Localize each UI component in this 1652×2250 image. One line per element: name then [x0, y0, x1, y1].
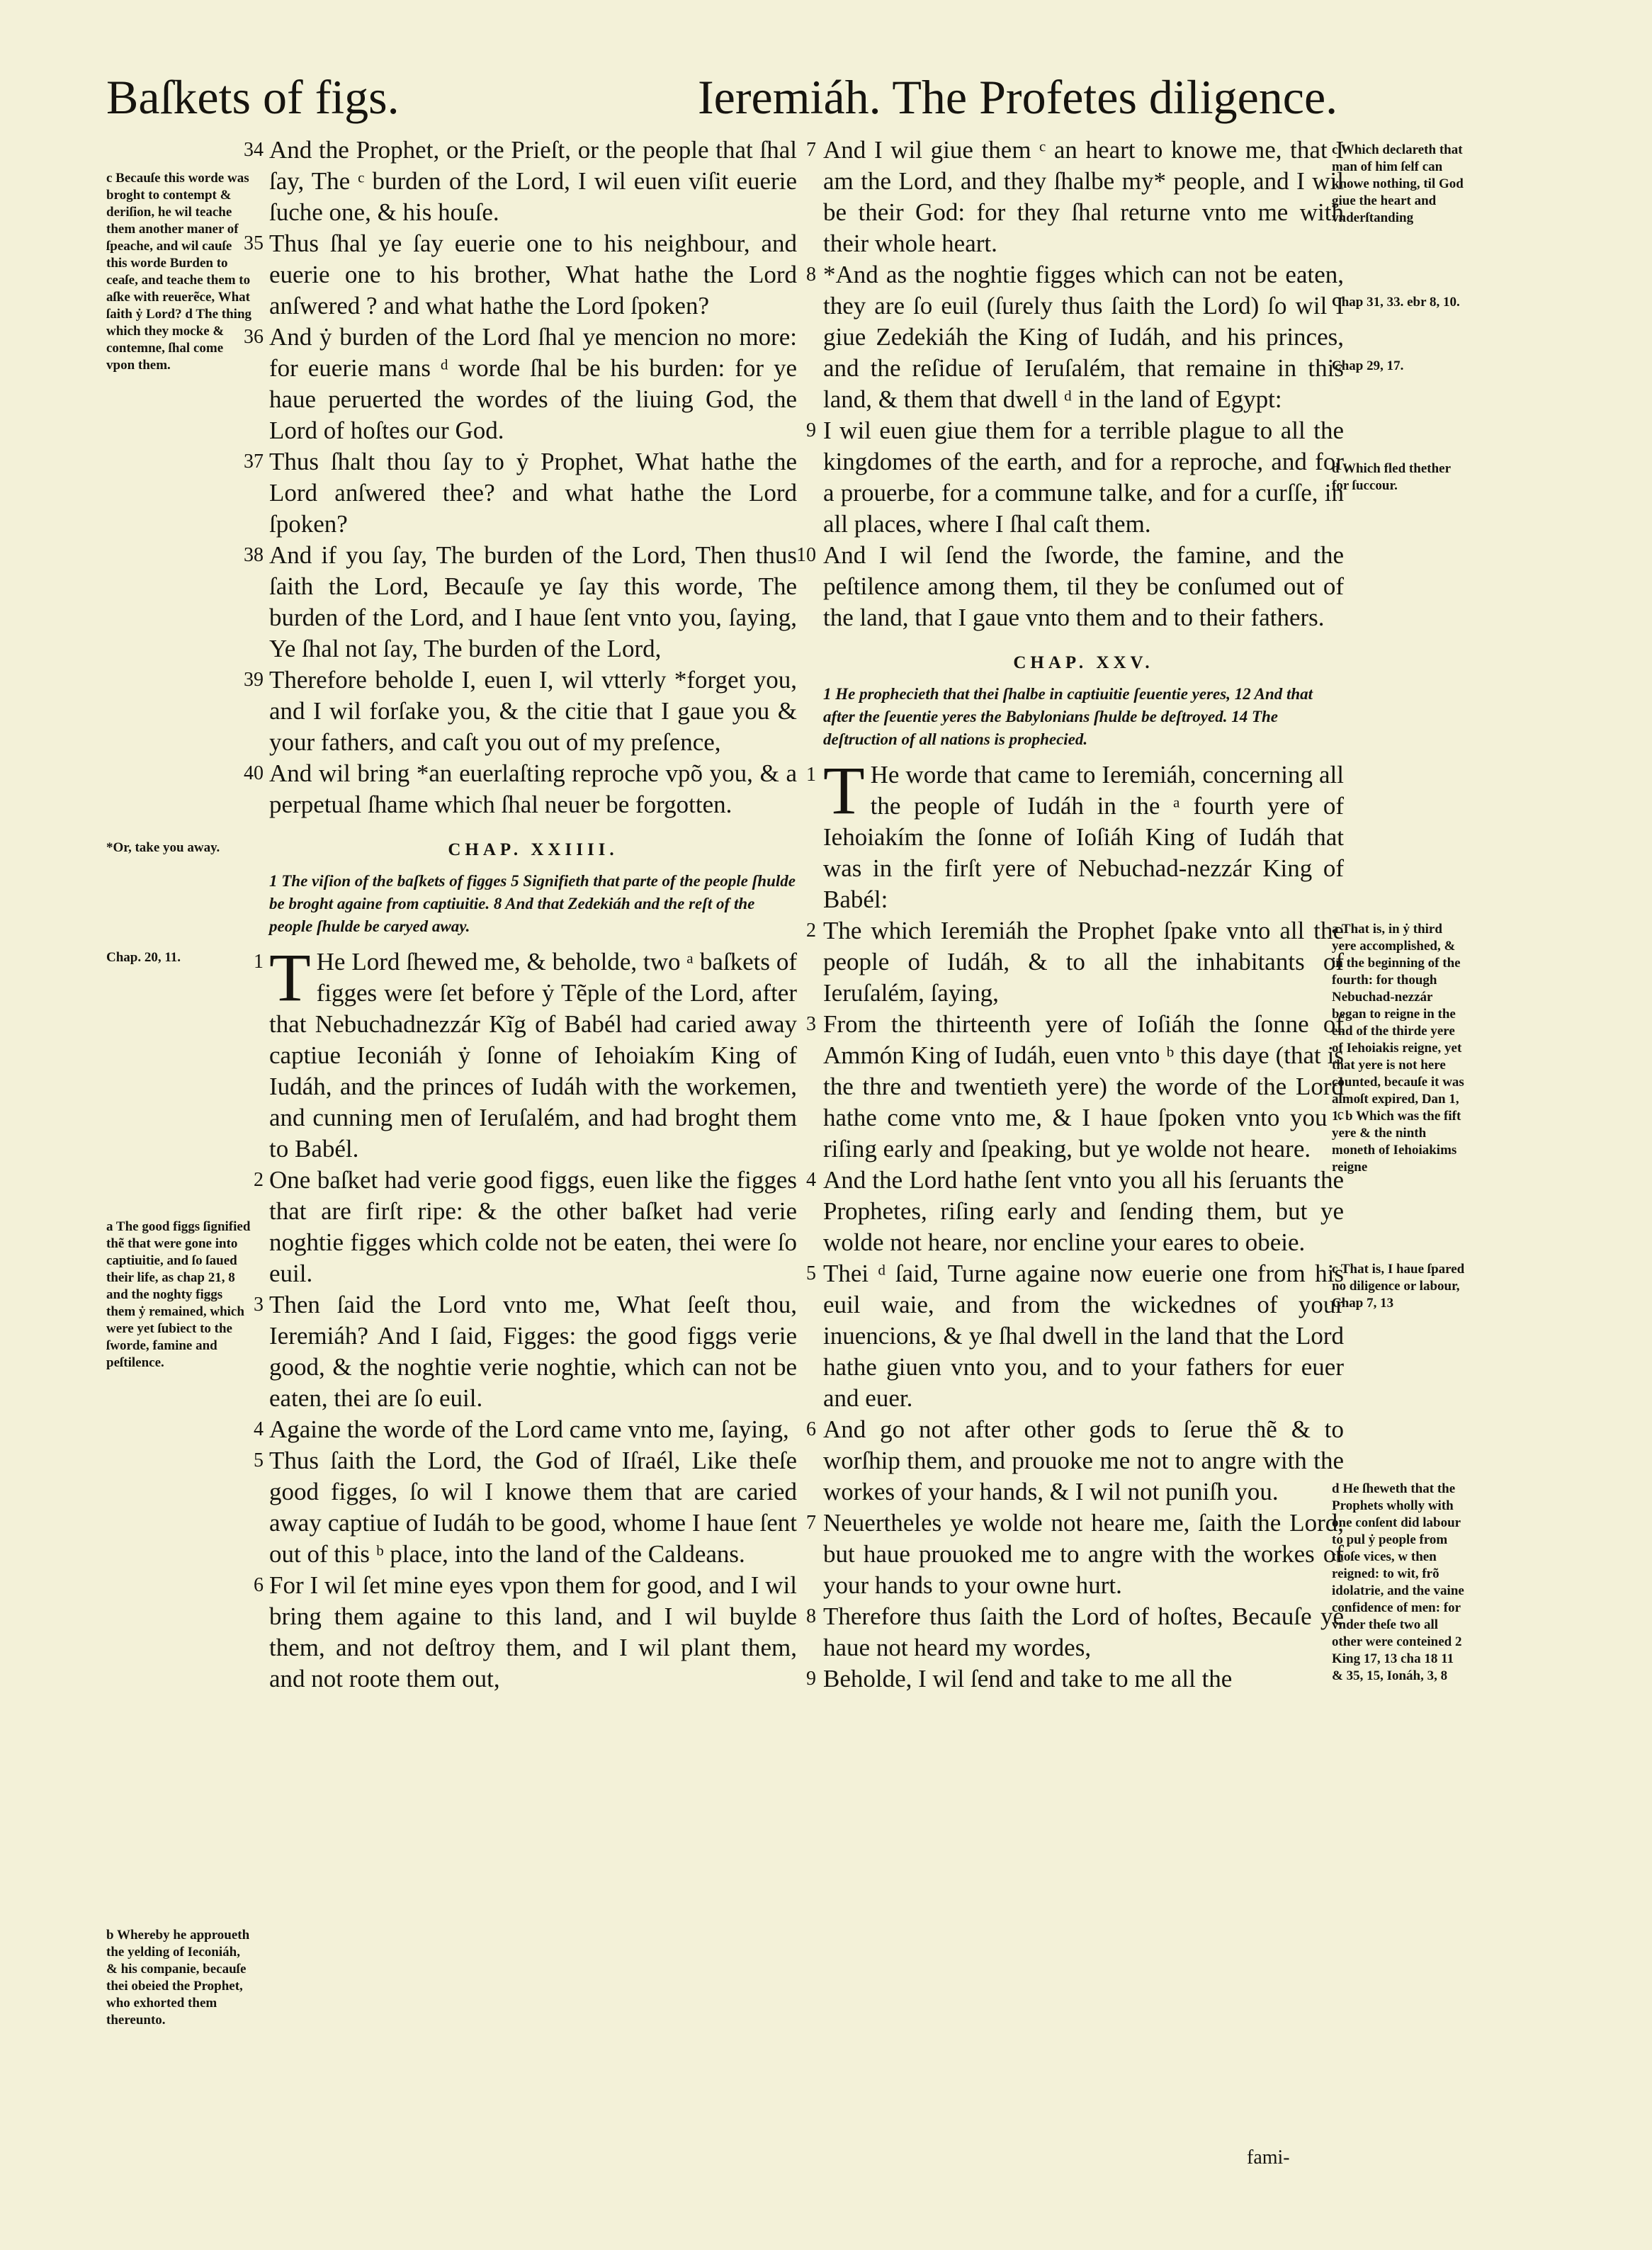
verse-number: 8	[806, 1605, 816, 1627]
verse	[806, 1258, 1344, 1414]
verse-number: 4	[806, 1169, 816, 1191]
verse-number: 8	[806, 264, 816, 286]
verse-text: I wil euen giue them for a terrible plague to all the kingdomes of the earth, and for a reproche, and for a prouerbe, for a commune talke, and for a curſſe, in all places, where I ſhal caſt them.	[823, 417, 1344, 538]
verse-number: 1	[806, 764, 816, 786]
verse-text: Thus ſhalt thou ſay to ẏ Prophet, What hathe the Lord anſwered thee? and what hathe the Lord ſpoken?	[269, 448, 797, 538]
verse-text: And if you ſay, The burden of the Lord, Then thus ſaith the Lord, Becauſe ye ſay this worde, The burden of the Lord, and I haue ſent vnto you, ſaying, Ye ſhal not ſay, The burden of the Lord,	[269, 541, 797, 662]
verse-number: 9	[806, 419, 816, 441]
margin-note: d Which fled thether for ſuccour.	[1332, 461, 1451, 493]
verse-number: 2	[254, 1169, 264, 1191]
verse	[806, 1601, 1344, 1663]
verse-text: One baſket had verie good figgs, euen like the figges that are firſt ripe: & the other baſket had verie noghtie figges which colde not be eaten, thei were ſo euil.	[269, 1166, 797, 1287]
margin-note: d He ſheweth that the Prophets wholly with one conſent did labour to pul ẏ people from thoſe vices, w then reigned: to wit, frõ idolatrie, and the vaine confidence of men: for vnder theſe two all other were conteined 2 King 17, 13 cha 18 11 & 35, 15, Ionáh, 3, 8	[1332, 1481, 1464, 1683]
catchword: fami-	[1247, 2147, 1290, 2169]
margin-note: c That is, I haue ſpared no diligence or labour, Chap 7, 13	[1332, 1262, 1465, 1311]
running-head-right: Ieremiáh. The Profetes diligence.	[698, 70, 1338, 124]
verse-number: 1	[254, 951, 264, 973]
verse-text: From the thirteenth yere of Ioſiáh the ſonne of Ammón King of Iudáh, euen vnto ᵇ this daye (that is the thre and twentieth yere) the worde of the Lord hathe come vnto me, & I haue ſpoken vnto you ᶜ riſing early and ſpeaking, but ye wolde not heare.	[823, 1010, 1344, 1163]
margin-note: c Which declareth that man of him ſelf can knowe nothing, til God giue the heart and vnderſtanding	[1332, 142, 1464, 225]
verse	[254, 1165, 797, 1289]
verse	[806, 259, 1344, 415]
verse-number: 5	[254, 1449, 264, 1471]
verse	[806, 135, 1344, 259]
margin-note: Chap 31, 33. ebr 8, 10.	[1332, 295, 1460, 310]
margin-note: *Or, take you away.	[106, 840, 220, 855]
margin-note: c Becauſe this worde was broght to contempt & deriſion, he wil teache them another maner of ſpeache, and wil cauſe this worde Burden to ceaſe, and teache them to aſke with reuerẽce, What ſaith ẏ Lord? d The thing which they mocke & contemne, ſhal come vpon them.	[106, 171, 252, 373]
verse-number: 9	[806, 1668, 816, 1690]
verse	[254, 1414, 797, 1445]
verse	[806, 1663, 1344, 1695]
running-head-left: Baſkets of figs.	[106, 70, 400, 124]
verse	[806, 752, 1344, 915]
verse-text: For I wil ſet mine eyes vpon them for good, and I wil bring them againe to this land, and I wil buylde them, and not deſtroy them, and I wil plant them, and not roote them out,	[269, 1571, 797, 1692]
verse-text: And I wil giue them ᶜ an heart to knowe me, that I am the Lord, and they ſhalbe my* people, and I wil be their God: for they ſhal returne vnto me with their whole heart.	[823, 136, 1344, 257]
verse	[254, 1445, 797, 1570]
margin-note: a The good figgs ſignified thẽ that were gone into captiuitie, and ſo ſaued their life, as chap 21, 8 and the noghty figgs them ẏ remained, which were yet ſubiect to the ſworde, famine and peſtilence.	[106, 1219, 251, 1370]
verse-number: 6	[254, 1574, 264, 1596]
verse-number: 6	[806, 1418, 816, 1440]
margin-note: Chap 29, 17.	[1332, 358, 1404, 373]
verse-number: 34	[244, 139, 264, 161]
verse-number: 36	[244, 326, 264, 348]
verse	[806, 915, 1344, 1009]
verse-text: *And as the noghtie figges which can not be eaten, they are ſo euil (ſurely thus ſaith the Lord) ſo wil I giue Zedekiáh the King of Iudáh, and his princes, and the reſidue of Ieruſalém, that remaine in this land, & them that dwell ᵈ in the land of Egypt:	[823, 261, 1344, 413]
verse	[244, 228, 797, 322]
verse-text: Therefore thus ſaith the Lord of hoſtes, Becauſe ye haue not heard my wordes,	[823, 1602, 1344, 1661]
verse-number: 39	[244, 669, 264, 691]
verse-text: And go not after other gods to ſerue thẽ & to worſhip them, and prouoke me not to angre with the workes of your hands, & I wil not puniſh you.	[823, 1415, 1344, 1505]
verse-number: 2	[806, 920, 816, 942]
verse-text: He worde that came to Ieremiáh, concerning all the people of Iudáh in the ᵃ fourth yere of Iehoiakím the ſonne of Ioſiáh King of Iudáh that was in the firſt yere of Nebuchad-nezzár King of Babél:	[823, 761, 1344, 913]
margin-note: Chap. 20, 11.	[106, 950, 181, 965]
verse-text: And I wil ſend the ſworde, the famine, and the peſtilence among them, til they be conſumed out of the land, that I gaue vnto them and to their fathers.	[823, 541, 1344, 631]
verse-number: 7	[806, 1512, 816, 1534]
chapter-heading: CHAP. XXIIII.	[448, 840, 618, 859]
chapter-summary: 1 He prophecieth that thei ſhalbe in captiuitie ſeuentie yeres, 12 And that after the ſeuentie yeres the Babylonians ſhulde be deſtroyed. 14 The deſtruction of all nations is prophecied.	[823, 685, 1313, 748]
verse-number: 4	[254, 1418, 264, 1440]
chapter-summary: 1 The viſion of the baſkets of figges 5 Signifieth that parte of the people ſhulde be broght againe from captiuitie. 8 And that Zedekiáh and the reſt of the people ſhulde be caryed away.	[269, 872, 796, 935]
verse-number: 37	[244, 451, 264, 473]
verse-text: Neuertheles ye wolde not heare me, ſaith the Lord, but haue prouoked me to angre with the workes of your hands to your owne hurt.	[823, 1509, 1344, 1599]
verse	[244, 665, 797, 758]
drop-cap: T	[823, 752, 865, 828]
margin-note: b Whereby he approueth the yelding of Ieconiáh, & his companie, becauſe thei obeied the Prophet, who exhorted them thereunto.	[106, 1928, 250, 2028]
verse	[254, 1289, 797, 1414]
verse-number: 7	[806, 139, 816, 161]
verse-text: Therefore beholde I, euen I, wil vtterly *forget you, and I wil forſake you, & the citie that I gaue you & your fathers, and caſt you out of my preſence,	[269, 666, 797, 756]
verse	[244, 135, 797, 228]
verse-text: Then ſaid the Lord vnto me, What ſeeſt thou, Ieremiáh? And I ſaid, Figges: the good figgs verie good, & the noghtie verie noghtie, which can not be eaten, thei are ſo euil.	[269, 1291, 797, 1412]
verse-text: The which Ieremiáh the Prophet ſpake vnto all the people of Iudáh, & to all the inhabitants of Ieruſalém, ſaying,	[823, 917, 1344, 1007]
verse	[806, 1009, 1344, 1165]
verse-number: 38	[244, 544, 264, 566]
verse-text: And the Prophet, or the Prieſt, or the people that ſhal ſay, The ᶜ burden of the Lord, I wil euen viſit euerie ſuche one, & his houſe.	[269, 136, 797, 226]
verse	[244, 758, 797, 820]
verse-number: 5	[806, 1262, 816, 1284]
verse	[244, 446, 797, 540]
verse-text: Beholde, I wil ſend and take to me all the	[823, 1665, 1233, 1692]
verse-text: And the Lord hathe ſent vnto you all his ſeruants the Prophetes, riſing early and ſending them, but ye wolde not heare, nor encline your eares to obeie.	[823, 1166, 1344, 1256]
verse	[796, 540, 1344, 633]
verse-text: Thus ſhal ye ſay euerie one to his neighbour, and euerie one to his brother, What hathe the Lord anſwered ? and what hathe the Lord ſpoken?	[269, 230, 797, 320]
margin-note: a That is, in ẏ third yere accomplished, & in the beginning of the fourth: for though Nebuchad-nezzár began to reigne in the end of the thirde yere of Iehoiakis reigne, yet that yere is not here counted, becauſe it was almoſt expired, Dan 1, 1. b Which was the fift yere & the ninth moneth of Iehoiakims reigne	[1332, 922, 1464, 1175]
chapter-heading: CHAP. XXV.	[1013, 653, 1154, 672]
verse	[806, 415, 1344, 540]
verse	[806, 1165, 1344, 1258]
verse	[806, 1508, 1344, 1601]
verse-number: 3	[254, 1294, 264, 1316]
verse-number: 3	[806, 1013, 816, 1035]
verse	[244, 540, 797, 665]
verse-text: Thus ſaith the Lord, the God of Iſraél, Like theſe good figges, ſo wil I knowe them that are caried away captiue of Iudáh to be good, whome I haue ſent out of this ᵇ place, into the land of the Caldeans.	[269, 1447, 797, 1568]
verse	[254, 1570, 797, 1695]
verse	[244, 322, 797, 446]
left-text-column	[244, 135, 797, 1695]
verse	[806, 1414, 1344, 1508]
verse-text: Againe the worde of the Lord came vnto me, ſaying,	[269, 1415, 789, 1443]
verse-number: 10	[796, 544, 816, 566]
verse-number: 40	[244, 762, 264, 784]
verse	[254, 939, 797, 1165]
verse-text: And ẏ burden of the Lord ſhal ye mencion no more: for euerie mans ᵈ worde ſhal be his burden: for ye haue peruerted the wordes of the liuing God, the Lord of hoſtes our God.	[269, 323, 797, 444]
verse-text: And wil bring *an euerlaſting reproche vpõ you, & a perpetual ſhame which ſhal neuer be forgotten.	[269, 759, 797, 818]
verse-text: Thei ᵈ ſaid, Turne againe now euerie one from his euil waie, and from the wickednes of your inuencions, & ye ſhal dwell in the land that the Lord hathe giuen vnto you, and to your fathers for euer and euer.	[823, 1260, 1344, 1412]
verse-text: He Lord ſhewed me, & beholde, two ᵃ baſkets of figges were ſet before ẏ Tẽple of the Lord, after that Nebuchadnezzár Kĩg of Babél had caried away captiue Ieconiáh ẏ ſonne of Iehoiakím King of Iudáh, and the princes of Iudáh with the workemen, and cunning men of Ieruſalém, and had broght them to Babél.	[269, 948, 797, 1163]
verse-number: 35	[244, 232, 264, 254]
drop-cap: T	[269, 939, 311, 1015]
right-text-column	[796, 135, 1344, 1695]
